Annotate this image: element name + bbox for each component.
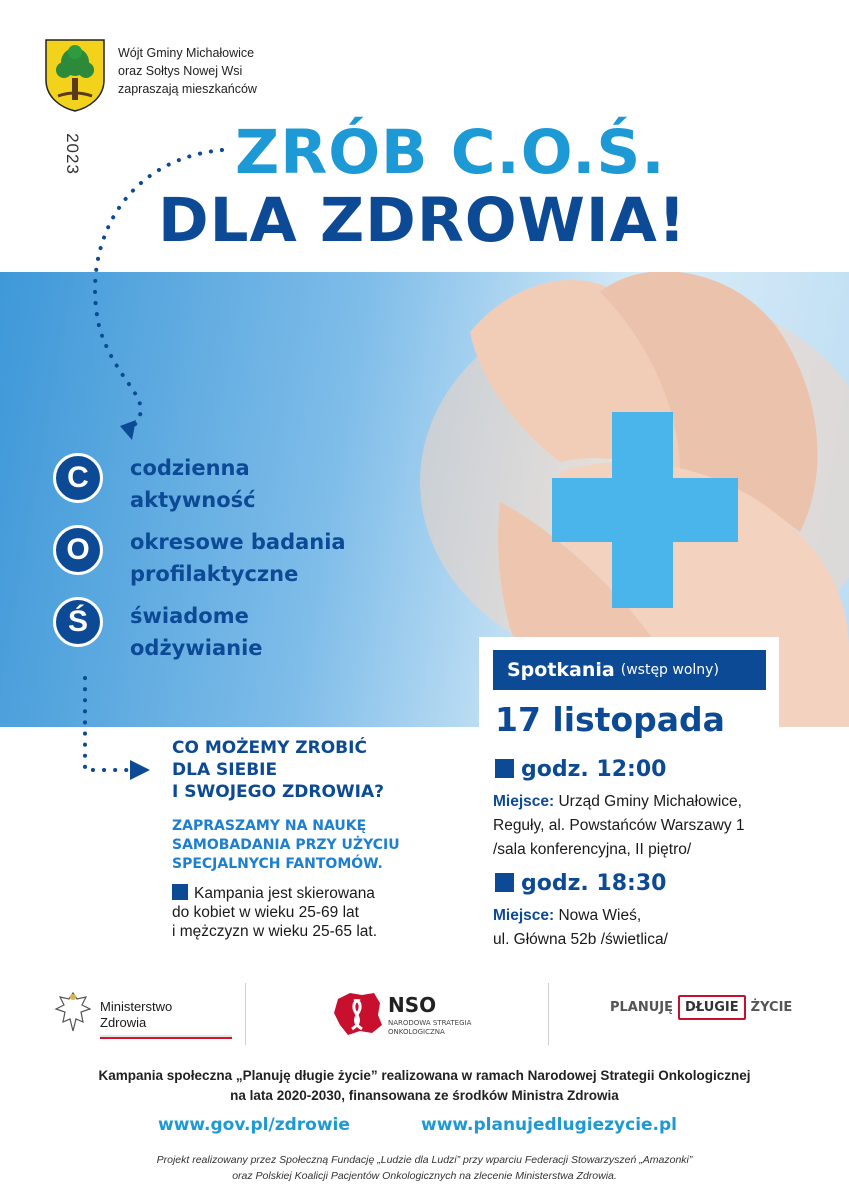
municipality-crest-logo bbox=[44, 38, 106, 112]
target-line: i mężczyzn w wieku 25-65 lat. bbox=[172, 923, 378, 940]
header-line: zapraszają mieszkańców bbox=[118, 82, 257, 96]
question-line: CO MOŻEMY ZROBIĆ bbox=[172, 738, 367, 758]
item-line: świadome bbox=[130, 604, 249, 628]
session-2-place bbox=[493, 904, 668, 952]
item-line: odżywianie bbox=[130, 636, 263, 660]
list-item bbox=[130, 600, 390, 664]
pdz-left: PLANUJĘ bbox=[610, 1000, 674, 1015]
target-line: do kobiet w wieku 25-69 lat bbox=[172, 904, 359, 921]
invitation-text bbox=[172, 817, 400, 874]
inviter-text bbox=[118, 44, 257, 98]
nso-subtitle bbox=[388, 1019, 471, 1037]
campaign-description bbox=[0, 1066, 849, 1106]
session-1-place bbox=[493, 790, 745, 862]
pdz-box: DŁUGIE bbox=[678, 995, 746, 1020]
question-line: DLA SIEBIE bbox=[172, 760, 278, 780]
place-label: Miejsce: bbox=[493, 907, 555, 924]
campaign-link[interactable]: www.planujedlugiezycie.pl bbox=[421, 1115, 678, 1135]
invite-line: ZAPRASZAMY NA NAUKĘ bbox=[172, 818, 367, 834]
nso-sub-line: NARODOWA STRATEGIA bbox=[388, 1019, 472, 1027]
planuje-dlugie-zycie-logo bbox=[610, 995, 792, 1020]
letter-c-badge: C bbox=[53, 453, 103, 503]
pdz-right: ŻYCIE bbox=[750, 1000, 793, 1015]
ministry-line: Zdrowia bbox=[100, 1015, 147, 1030]
place-line: Reguły, al. Powstańców Warszawy 1 bbox=[493, 817, 745, 834]
item-line: okresowe badania bbox=[130, 530, 346, 554]
ministry-line: Ministerstwo bbox=[100, 999, 173, 1014]
list-item bbox=[130, 526, 390, 590]
place-line: /sala konferencyjna, II piętro/ bbox=[493, 841, 692, 858]
nso-title: NSO bbox=[388, 993, 437, 1017]
cos-meaning-list bbox=[130, 452, 390, 674]
project-footnote bbox=[0, 1152, 849, 1184]
meetings-note: (wstęp wolny) bbox=[620, 662, 719, 678]
item-line: profilaktyczne bbox=[130, 562, 299, 586]
eagle-emblem-icon bbox=[52, 989, 94, 1035]
divider bbox=[245, 983, 246, 1045]
title-line-1: ZRÓB C.O.Ś. bbox=[235, 117, 666, 188]
title-line-2: DLA ZDROWIA! bbox=[158, 185, 687, 256]
campaign-line: na lata 2020-2030, finansowana ze środków Ministra Zdrowia bbox=[230, 1088, 619, 1103]
square-bullet-icon bbox=[172, 884, 188, 900]
question-heading bbox=[172, 737, 384, 803]
session-1-time bbox=[495, 757, 666, 782]
question-line: I SWOJEGO ZDROWIA? bbox=[172, 782, 385, 802]
time-text: godz. 12:00 bbox=[521, 757, 667, 782]
square-bullet-icon bbox=[495, 873, 514, 892]
year-text: 2023 bbox=[63, 133, 82, 175]
partner-logos bbox=[0, 983, 849, 1053]
place-label: Miejsce: bbox=[493, 793, 555, 810]
poland-map-ribbon-icon bbox=[332, 989, 384, 1037]
footnote-line: Projekt realizowany przez Społeczną Fundację „Ludzie dla Ludzi” przy wparciu Federacji Stowarzyszeń „Amazonki” bbox=[156, 1154, 693, 1166]
meetings-header bbox=[493, 650, 766, 690]
nso-sub-line: ONKOLOGICZNA bbox=[388, 1028, 445, 1036]
footnote-line: oraz Polskiej Koalicji Pacjentów Onkologicznych na zlecenie Ministerstwa Zdrowia. bbox=[232, 1170, 617, 1182]
meetings-label: Spotkania bbox=[507, 659, 615, 681]
session-2-time bbox=[495, 871, 666, 896]
divider bbox=[548, 983, 549, 1045]
letter-s-badge: Ś bbox=[53, 597, 103, 647]
cos-acronym bbox=[53, 453, 103, 669]
header-line: Wójt Gminy Michałowice bbox=[118, 46, 255, 60]
square-bullet-icon bbox=[495, 759, 514, 778]
time-text: godz. 18:30 bbox=[521, 871, 667, 896]
invite-line: SPECJALNYCH FANTOMÓW. bbox=[172, 856, 383, 872]
year-label bbox=[58, 124, 86, 184]
gov-link[interactable]: www.gov.pl/zdrowie bbox=[158, 1115, 350, 1135]
item-line: codzienna bbox=[130, 456, 250, 480]
target-line: Kampania jest skierowana bbox=[194, 885, 375, 902]
place-line: Nowa Wieś, bbox=[558, 907, 642, 924]
place-line: Urząd Gminy Michałowice, bbox=[558, 793, 742, 810]
ministry-name bbox=[100, 999, 172, 1031]
flag-bar bbox=[100, 1035, 232, 1039]
header-line: oraz Sołtys Nowej Wsi bbox=[118, 64, 243, 78]
item-line: aktywność bbox=[130, 488, 256, 512]
letter-o-badge: O bbox=[53, 525, 103, 575]
place-line: ul. Główna 52b /świetlica/ bbox=[493, 931, 668, 948]
target-audience-text bbox=[172, 884, 377, 941]
list-item bbox=[130, 452, 390, 516]
meeting-date: 17 listopada bbox=[495, 700, 725, 739]
invite-line: SAMOBADANIA PRZY UŻYCIU bbox=[172, 837, 400, 853]
campaign-line: Kampania społeczna „Planuję długie życie” realizowana w ramach Narodowej Strategii Onkologicznej bbox=[98, 1068, 751, 1083]
